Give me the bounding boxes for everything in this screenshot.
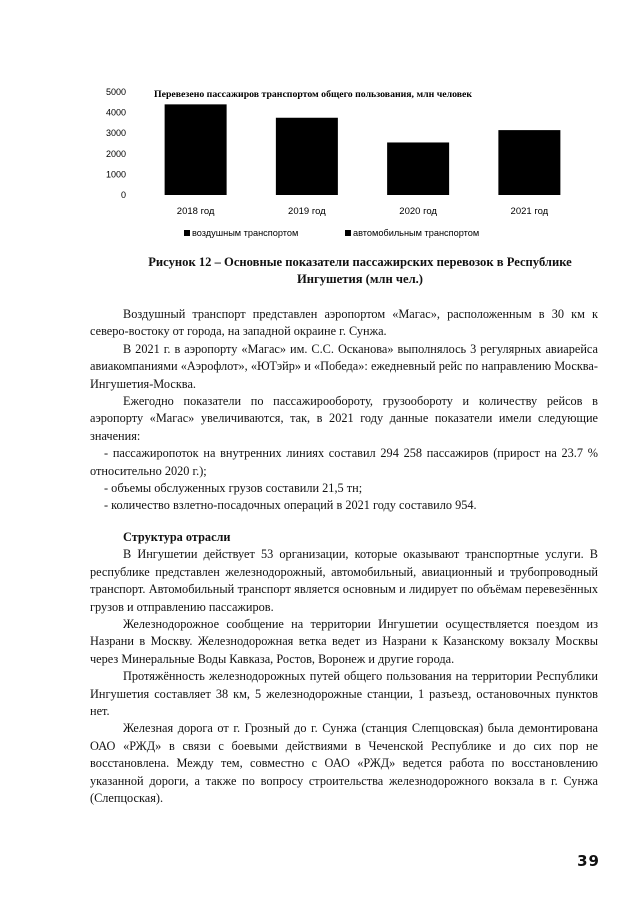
page-number: 39 <box>577 852 600 870</box>
y-tick-label: 2000 <box>105 148 126 159</box>
bar-road-3 <box>498 130 560 195</box>
figure-caption <box>120 254 600 288</box>
chart-legend <box>184 228 479 238</box>
x-tick-label: 2018 год <box>176 206 215 217</box>
paragraph-railway: Железнодорожное сообщение на территории Ингушетии осуществляется поездом из Назрани в Москву. Железнодорожная ветка ведет из Назрани к Казанскому вокзалу Москвы через Минеральные Воды Кавказа, Ростов, Воронеж и другие города. <box>90 616 598 666</box>
bar-road-2 <box>387 142 449 195</box>
x-tick-label: 2021 год <box>510 206 549 217</box>
body-text <box>90 306 598 807</box>
legend-swatch <box>184 230 190 236</box>
y-axis-ticks <box>106 87 126 200</box>
paragraph-flights: В 2021 г. в аэропорту «Магас» им. С.С. Осканова» выполнялось 3 регулярных авиарейса авиакомпаниями «Аэрофлот», «ЮТэйр» и «Победа»: ежедневный рейс по направлению Москва-Ингушетия-Москва. <box>90 341 598 391</box>
legend-label: автомобильным транспортом <box>353 228 480 238</box>
bar-road-1 <box>276 118 338 195</box>
paragraph-grozny-sunzha: Железная дорога от г. Грозный до г. Сунжа (станция Слепцовская) была демонтирована ОАО «РЖД» в связи с боевыми действиями в Чеченской Республике и до сих пор не восстановлена. Между тем, совместно с ОАО «РЖД» ведется работа по восстановлению указанной дороги, а также по вопросу строительства железнодорожного вокзала в г. Сунжа (Слепцоская). <box>90 721 598 805</box>
y-tick-label: 5000 <box>105 87 126 97</box>
section-heading: Структура отрасли <box>123 529 231 544</box>
y-tick-label: 1000 <box>105 169 126 180</box>
legend-label: воздушным транспортом <box>192 228 299 238</box>
y-tick-label: 3000 <box>105 128 126 139</box>
bullet-cargo: - объемы обслуженных грузов составили 21,5 тн; <box>104 481 363 496</box>
caption-line-1: Рисунок 12 – Основные показатели пассажирских перевозок в Республике <box>148 255 572 269</box>
passenger-chart <box>0 0 640 250</box>
bullet-passenger-flow: - пассажиропоток на внутренних линиях составил 294 258 пассажиров (прирост на 23.7 % относительно 2020 г.); <box>90 446 598 478</box>
x-tick-label: 2019 год <box>288 206 326 217</box>
paragraph-indicators: Ежегодно показатели по пассажирообороту, грузообороту и количеству рейсов в аэропорту «Магас» увеличиваются, так, в 2021 году данные показатели имели следующие значения: <box>90 394 598 443</box>
y-tick-label: 0 <box>120 190 126 200</box>
x-tick-label: 2020 год <box>399 206 437 217</box>
paragraph-structure: В Ингушетии действует 53 организации, которые оказывают транспортные услуги. В республике представлен железнодорожный, автомобильный, авиационный и трубопроводный транспорт. Автомобильный транспорт является основным и лидирует по объёмам перевезённых грузов и отправлению пассажиров. <box>90 547 598 614</box>
paragraph-airport: Воздушный транспорт представлен аэропортом «Магас», расположенным в 30 км к северо-востоку от города, на западной окраине г. Сунжа. <box>90 307 598 339</box>
x-axis-labels <box>177 206 549 217</box>
chart-title: Перевезено пассажиров транспортом общего пользования, млн человек <box>154 89 473 100</box>
y-tick-label: 4000 <box>105 107 126 118</box>
legend-swatch <box>345 230 351 236</box>
bars <box>165 104 561 195</box>
caption-line-2: Ингушетия (млн чел.) <box>296 272 424 286</box>
paragraph-rail-length: Протяжённость железнодорожных путей общего пользования на территории Республики Ингушетия составляет 38 км, 5 железнодорожные станции, 1 разъезд, остановочных пунктов нет. <box>90 669 598 718</box>
bar-road-0 <box>165 104 227 195</box>
bullet-operations: - количество взлетно-посадочных операций в 2021 году составило 954. <box>104 498 477 513</box>
